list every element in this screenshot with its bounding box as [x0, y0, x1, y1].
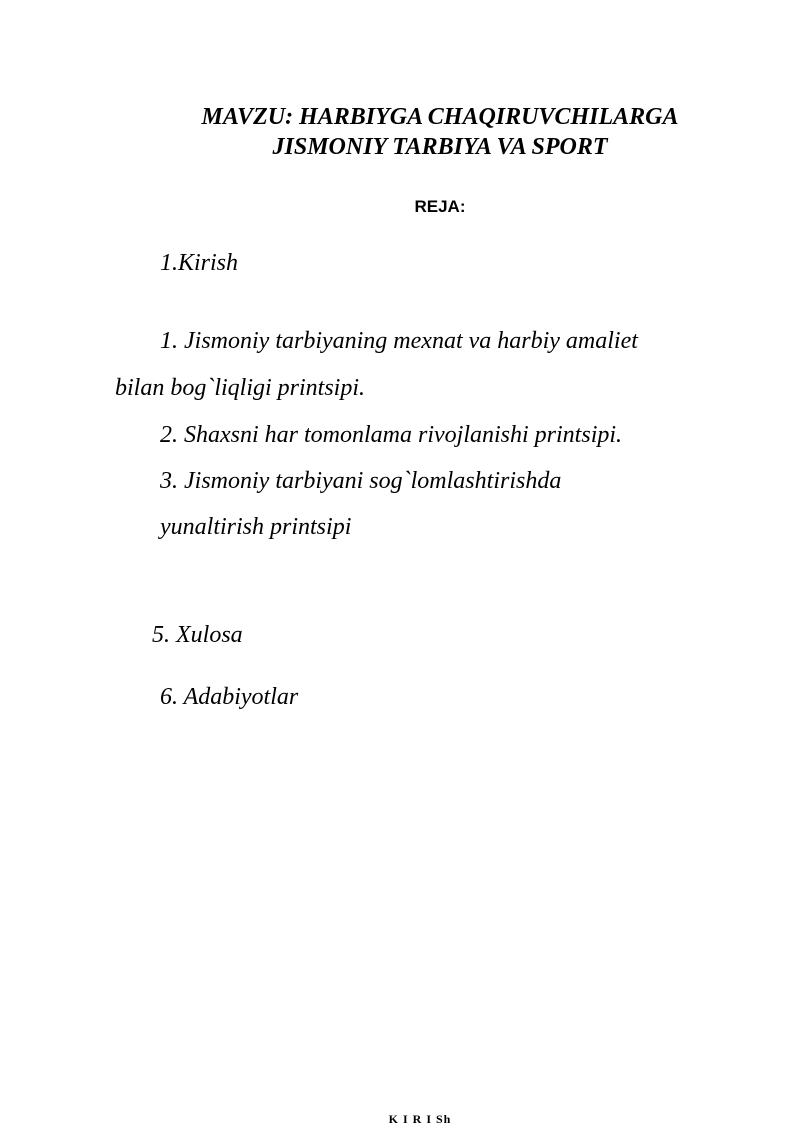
plan-item-2: 2. Shaxsni har tomonlama rivojlanishi printsipi.	[160, 422, 623, 448]
plan-item-1-line-2: bilan bog`liqligi printsipi.	[115, 375, 366, 401]
plan-item-3-line-1: 3. Jismoniy tarbiyani sog`lomlashtirishda	[160, 468, 562, 494]
plan-item-1-line-1: 1. Jismoniy tarbiyaning mexnat va harbiy amaliet	[160, 328, 638, 354]
document-title	[120, 102, 760, 162]
plan-item-conclusion: 5. Xulosa	[152, 622, 243, 648]
plan-heading: REJA:	[414, 197, 466, 216]
plan-item-3-line-2: yunaltirish printsipi	[160, 514, 352, 540]
plan-item-intro: 1.Kirish	[160, 250, 239, 276]
title-line-1: MAVZU: HARBIYGA CHAQIRUVCHILARGA	[201, 104, 679, 130]
plan-item-references: 6. Adabiyotlar	[160, 684, 299, 710]
title-line-2: JISMONIY TARBIYA VA SPORT	[272, 134, 608, 160]
section-heading-kirish: K I R I Sh	[388, 1112, 452, 1126]
